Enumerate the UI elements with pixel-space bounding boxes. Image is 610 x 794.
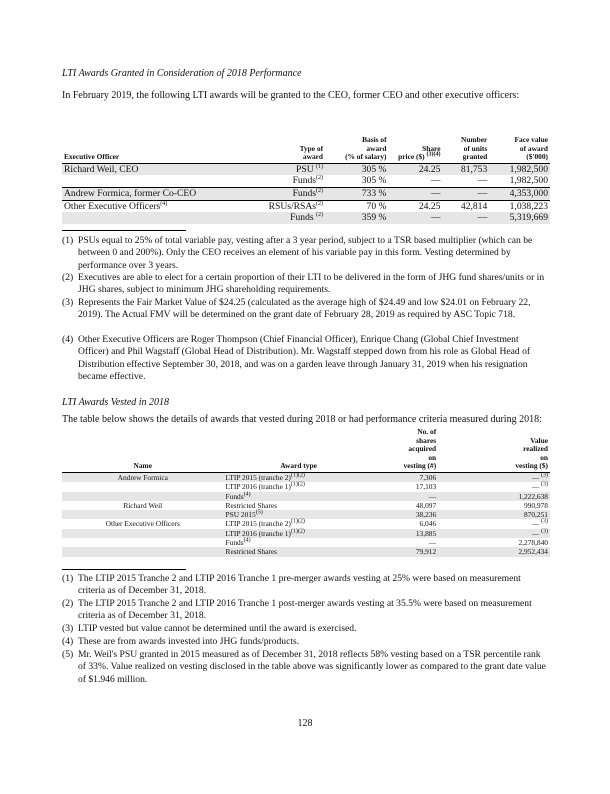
footnote: (4) These are from awards invested into JHG funds/products.: [62, 636, 300, 647]
page-number: 128: [297, 718, 313, 729]
type-cell: Funds $^{(2)}$: [232, 212, 325, 224]
footnote: (2) The LTIP 2015 Tranche 2 and LTIP 2016 Tranche 1 post-merger awards vesting at 35.5% were based on measurement criteria as of December 31, 2018.: [62, 598, 532, 622]
face-cell: 5,319,669: [489, 212, 550, 224]
type-cell: RSUs/RSAs$^{(2)}$: [268, 200, 324, 212]
shares-cell: 48,097: [415, 500, 437, 510]
face-cell: 1,982,500: [489, 163, 550, 175]
table-row: [62, 212, 550, 224]
award-cell: Funds$^{(4)}$: [225, 537, 251, 548]
name-cell: [62, 547, 224, 556]
table-row: [62, 163, 550, 175]
basis-cell: 305 %: [325, 163, 388, 175]
table-row: [62, 538, 550, 547]
name-cell: [62, 538, 224, 547]
col-award-type: Award type: [224, 428, 319, 472]
price-cell: 24.25: [389, 163, 443, 175]
shares-cell: 79,912: [319, 547, 438, 556]
name-cell: [62, 482, 224, 491]
award-cell: LTIP 2015 (tranche 2)$^{(1)(2)}$: [224, 472, 319, 482]
face-cell: 4,353,000: [489, 187, 550, 200]
footnote: (4) Other Executive Officers are Roger Thompson (Chief Financial Officer), Enrique Chang (Global Chief Investment Officer) and Phil Wagstaff (Global Head of Distribution). Mr. Wagstaff stepped down from his role as Global Head of Distribution effective September 30, 2018, and was on a garden leave through January 31, 2019 when his resignation became effective.: [62, 334, 531, 382]
table-row: [62, 529, 550, 538]
face-cell: 1,982,500: [489, 175, 550, 187]
value-cell: — $^{(3)}$: [438, 472, 550, 482]
section2-heading: LTI Awards Vested in 2018: [62, 397, 170, 408]
units-cell: 42,814: [460, 200, 488, 212]
award-cell: Restricted Shares: [224, 547, 319, 556]
name-cell: [62, 510, 224, 519]
shares-cell: 13,885: [319, 529, 438, 538]
type-cell: PSU $^{(1)}$: [232, 163, 325, 175]
basis-cell: 733 %: [325, 187, 388, 200]
lti-vested-table: [62, 428, 550, 557]
basis-cell: 70 %: [366, 200, 387, 212]
col-officer: Executive Officer: [62, 136, 232, 163]
footnote-divider: [62, 230, 186, 231]
col-name: Name: [62, 428, 224, 472]
units-cell: 81,753: [442, 163, 489, 175]
shares-cell: 17,103: [415, 482, 437, 492]
basis-cell: 359 %: [325, 212, 388, 224]
footnote: (1) The LTIP 2015 Tranche 2 and LTIP 2016 Tranche 1 pre-merger awards vesting at 25% were based on measurement criteria as of December 31, 2018.: [62, 573, 521, 597]
units-cell: —: [442, 175, 489, 187]
col-type: Type of award: [232, 136, 325, 163]
value-cell: 990,978: [523, 500, 548, 510]
shares-cell: 6,046: [419, 519, 437, 529]
price-cell: —: [389, 187, 443, 200]
table-row: [62, 482, 550, 491]
type-cell: Funds$^{(2)}$: [232, 187, 325, 200]
officer-cell: [62, 175, 232, 187]
award-cell: Restricted Shares: [225, 500, 278, 510]
award-cell: LTIP 2015 (tranche 2)$^{(1)(2)}$: [225, 518, 305, 529]
table-row: [62, 547, 550, 556]
award-cell: PSU 2015$^{(5)}$: [224, 510, 319, 519]
shares-cell: 7,306: [319, 472, 438, 482]
value-cell: 1,222,638: [438, 492, 550, 501]
name-cell: Other Executive Officers: [105, 519, 180, 529]
officer-cell: Other Executive Officers$^{(4)}$: [64, 200, 168, 212]
col-price: Share price ($) $^{(3)(4)}$: [389, 136, 443, 163]
award-cell: Funds$^{(4)}$: [224, 492, 319, 501]
table-row: [62, 187, 550, 200]
shares-cell: 38,236: [319, 510, 438, 519]
table-row: [62, 510, 550, 519]
col-units: Number of units granted: [442, 136, 489, 163]
footnote: (1) PSUs equal to 25% of total variable pay, vesting after a 3 year period, subject to a TSR based multiplier (which can be between 0 and 200%). Only the CEO receives an element of his variable pay in this form. Vesting determined by performance over 3 years.: [62, 235, 533, 271]
name-cell: [62, 492, 224, 501]
col-shares: No. of shares acquired on vesting (#): [319, 428, 438, 472]
lti-granted-table: [62, 136, 550, 224]
name-cell: Richard Weil: [123, 500, 163, 510]
type-cell: Funds$^{(2)}$: [232, 175, 325, 187]
units-cell: —: [442, 212, 489, 224]
price-cell: —: [389, 175, 443, 187]
table-row: [62, 501, 550, 510]
section1-intro: In February 2019, the following LTI awards will be granted to the CEO, former CEO and other executive officers:: [62, 90, 520, 101]
table-header-row: [62, 428, 550, 472]
col-face: Face value of award ($'000): [489, 136, 550, 163]
table-row: [62, 200, 550, 212]
officer-cell: Andrew Formica, former Co-CEO: [62, 187, 232, 200]
shares-cell: —: [319, 492, 438, 501]
value-cell: 870,251: [438, 510, 550, 519]
table-row: [62, 492, 550, 501]
face-cell: 1,038,223: [509, 200, 548, 212]
table-header-row: [62, 136, 550, 163]
footnote: (3) Represents the Fair Market Value of $24.25 (calculated as the average high of $24.49 and low $24.01 on February 22, 2019). The Actual FMV will be determined on the grant date of February 28, 2019 as required by ASC Topic 718.: [62, 297, 531, 321]
value-cell: 2,952,434: [438, 547, 550, 556]
footnote: (2) Executives are able to elect for a certain proportion of their LTI to be delivered in the form of JHG fund shares/units or in JHG shares, subject to minimum JHG shareholding requirements.: [62, 272, 545, 296]
officer-cell: Richard Weil, CEO: [62, 163, 232, 175]
units-cell: —: [442, 187, 489, 200]
basis-cell: 305 %: [325, 175, 388, 187]
footnote-divider: [62, 569, 186, 570]
value-cell: — $^{(3)}$: [438, 529, 550, 538]
table-row: [62, 472, 550, 482]
footnote: (3) LTIP vested but value cannot be determined until the award is exercised.: [62, 623, 357, 634]
table-row: [62, 519, 550, 528]
table-row: [62, 175, 550, 187]
award-cell: LTIP 2016 (tranche 1)$^{(1)(2)}$: [225, 481, 305, 492]
col-value: Value realized on vesting ($): [438, 428, 550, 472]
value-cell: — $^{(3)}$: [531, 481, 548, 492]
col-basis: Basis of award (% of salary): [325, 136, 388, 163]
price-cell: 24.25: [418, 200, 441, 212]
section1-heading: LTI Awards Granted in Consideration of 2018 Performance: [62, 68, 302, 79]
footnote: (5) Mr. Weil's PSU granted in 2015 measured as of December 31, 2018 reflects 58% vesting based on a TSR percentile rank of 33%. Value realized on vesting disclosed in the table above was significantly lower as compared to the grant date value of $1.946 million.: [62, 649, 546, 685]
value-cell: — $^{(3)}$: [531, 518, 548, 529]
value-cell: 2,278,840: [518, 538, 548, 548]
section2-intro: The table below shows the details of awards that vested during 2018 or had performance criteria measured during 2018:: [62, 414, 542, 425]
shares-cell: —: [428, 538, 437, 548]
name-cell: Andrew Formica: [62, 472, 224, 482]
award-cell: LTIP 2016 (tranche 1)$^{(1)(2)}$: [224, 529, 319, 538]
officer-cell: [62, 212, 232, 224]
price-cell: —: [389, 212, 443, 224]
name-cell: [62, 529, 224, 538]
